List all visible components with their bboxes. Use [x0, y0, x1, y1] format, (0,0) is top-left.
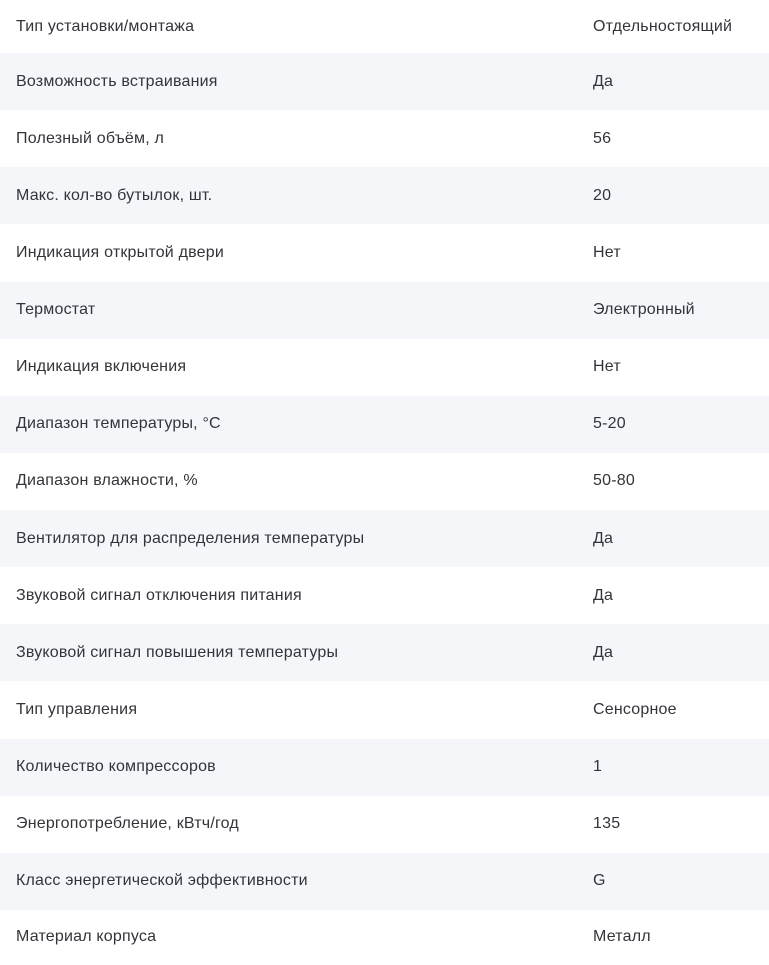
spec-row: [0, 110, 769, 167]
spec-row: [0, 167, 769, 224]
spec-value: Сенсорное: [593, 700, 677, 718]
spec-row: [0, 453, 769, 510]
spec-label: Количество компрессоров: [16, 758, 216, 776]
spec-row: [0, 282, 769, 339]
spec-row: [0, 567, 769, 624]
spec-label: Макс. кол-во бутылок, шт.: [16, 186, 213, 204]
spec-label: Индикация открытой двери: [16, 243, 224, 261]
spec-value: Металл: [593, 928, 651, 946]
spec-value: 1: [593, 758, 603, 776]
spec-value: Нет: [593, 358, 621, 376]
spec-value: Да: [593, 643, 614, 661]
spec-value: 20: [593, 186, 612, 204]
spec-label: Термостат: [16, 301, 96, 319]
spec-value: Да: [593, 529, 614, 547]
spec-row: [0, 339, 769, 396]
spec-label: Энергопотребление, кВтч/год: [16, 815, 239, 833]
spec-label: Индикация включения: [16, 358, 187, 376]
spec-value: 135: [593, 815, 621, 833]
spec-label: Звуковой сигнал отключения питания: [16, 586, 302, 604]
spec-label: Класс энергетической эффективности: [16, 872, 308, 890]
spec-value: 50-80: [593, 472, 635, 490]
spec-label: Материал корпуса: [16, 928, 157, 946]
spec-label: Тип установки/монтажа: [16, 17, 195, 35]
spec-value: 56: [593, 129, 612, 147]
spec-row: [0, 681, 769, 738]
spec-label: Диапазон температуры, °C: [16, 415, 221, 433]
spec-label: Возможность встраивания: [16, 72, 218, 90]
spec-value: Да: [593, 72, 614, 90]
spec-value: Да: [593, 586, 614, 604]
spec-value: 5-20: [593, 415, 626, 433]
spec-row: [0, 396, 769, 453]
spec-row: [0, 853, 769, 910]
spec-label: Звуковой сигнал повышения температуры: [16, 643, 339, 661]
spec-row: [0, 510, 769, 567]
spec-label: Тип управления: [16, 700, 138, 718]
spec-row: [0, 796, 769, 853]
spec-row: [0, 739, 769, 796]
spec-value: Отдельностоящий: [593, 17, 733, 35]
spec-row: [0, 53, 769, 110]
spec-row: [0, 0, 769, 53]
spec-value: Электронный: [593, 301, 695, 319]
spec-label: Вентилятор для распределения температуры: [16, 529, 365, 547]
spec-value: Нет: [593, 243, 621, 261]
spec-row: [0, 910, 769, 965]
spec-value: G: [593, 872, 606, 890]
spec-row: [0, 624, 769, 681]
spec-label: Полезный объём, л: [16, 129, 165, 147]
spec-row: [0, 224, 769, 281]
spec-label: Диапазон влажности, %: [16, 472, 198, 490]
